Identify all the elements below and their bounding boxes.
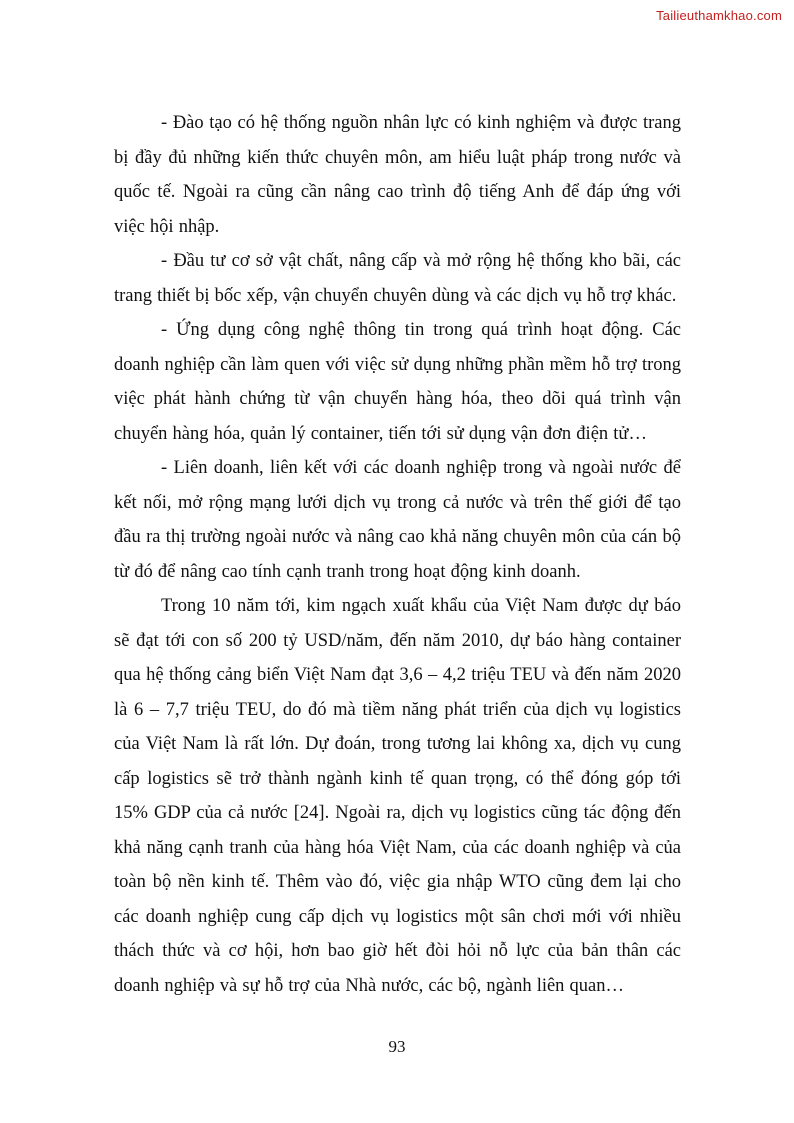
paragraph-joint-venture: - Liên doanh, liên kết với các doanh nghiệp trong và ngoài nước để kết nối, mở rộng mạng lưới dịch vụ trong cả nước và trên thế giới để tạo đầu ra thị trường ngoài nước và nâng cao khả năng chuyên môn của cán bộ từ đó để nâng cao tính cạnh tranh trong hoạt động kinh doanh. — [114, 458, 681, 582]
paragraph-training: - Đào tạo có hệ thống nguồn nhân lực có kinh nghiệm và được trang bị đầy đủ những kiến thức chuyên môn, am hiểu luật pháp trong nước và quốc tế. Ngoài ra cũng cần nâng cao trình độ tiếng Anh để đáp ứng với việc hội nhập. — [114, 113, 681, 237]
paragraph-infrastructure: - Đầu tư cơ sở vật chất, nâng cấp và mở rộng hệ thống kho bãi, các trang thiết bị bốc xếp, vận chuyển chuyên dùng và các dịch vụ hỗ trợ khác. — [114, 251, 681, 306]
paragraph-it-application: - Ứng dụng công nghệ thông tin trong quá trình hoạt động. Các doanh nghiệp cần làm quen với việc sử dụng những phần mềm hỗ trợ trong việc phát hành chứng từ vận chuyển hàng hóa, theo dõi quá trình vận chuyển hàng hóa, quản lý container, tiến tới sử dụng vận đơn điện tử… — [114, 320, 681, 444]
paragraph-forecast: Trong 10 năm tới, kim ngạch xuất khẩu của Việt Nam được dự báo sẽ đạt tới con số 200 tỷ USD/năm, đến năm 2010, dự báo hàng container qua hệ thống cảng biển Việt Nam đạt 3,6 – 4,2 triệu TEU và đến năm 2020 là 6 – 7,7 triệu TEU, do đó mà tiềm năng phát triển của dịch vụ logistics của Việt Nam là rất lớn. Dự đoán, trong tương lai không xa, dịch vụ cung cấp logistics sẽ trở thành ngành kinh tế quan trọng, có thể đóng góp tới 15% GDP của cả nước [24]. Ngoài ra, dịch vụ logistics cũng tác động đến khả năng cạnh tranh của hàng hóa Việt Nam, của các doanh nghiệp và của toàn bộ nền kinh tế. Thêm vào đó, việc gia nhập WTO cũng đem lại cho các doanh nghiệp cung cấp dịch vụ logistics một sân chơi mới với nhiều thách thức và cơ hội, hơn bao giờ hết đòi hỏi nỗ lực của bản thân các doanh nghiệp và sự hỗ trợ của Nhà nước, các bộ, ngành liên quan… — [114, 596, 681, 996]
page-number: 93 — [388, 1037, 406, 1056]
watermark-link[interactable]: Tailieuthamkhao.com — [656, 8, 782, 23]
page-content — [114, 106, 681, 1003]
